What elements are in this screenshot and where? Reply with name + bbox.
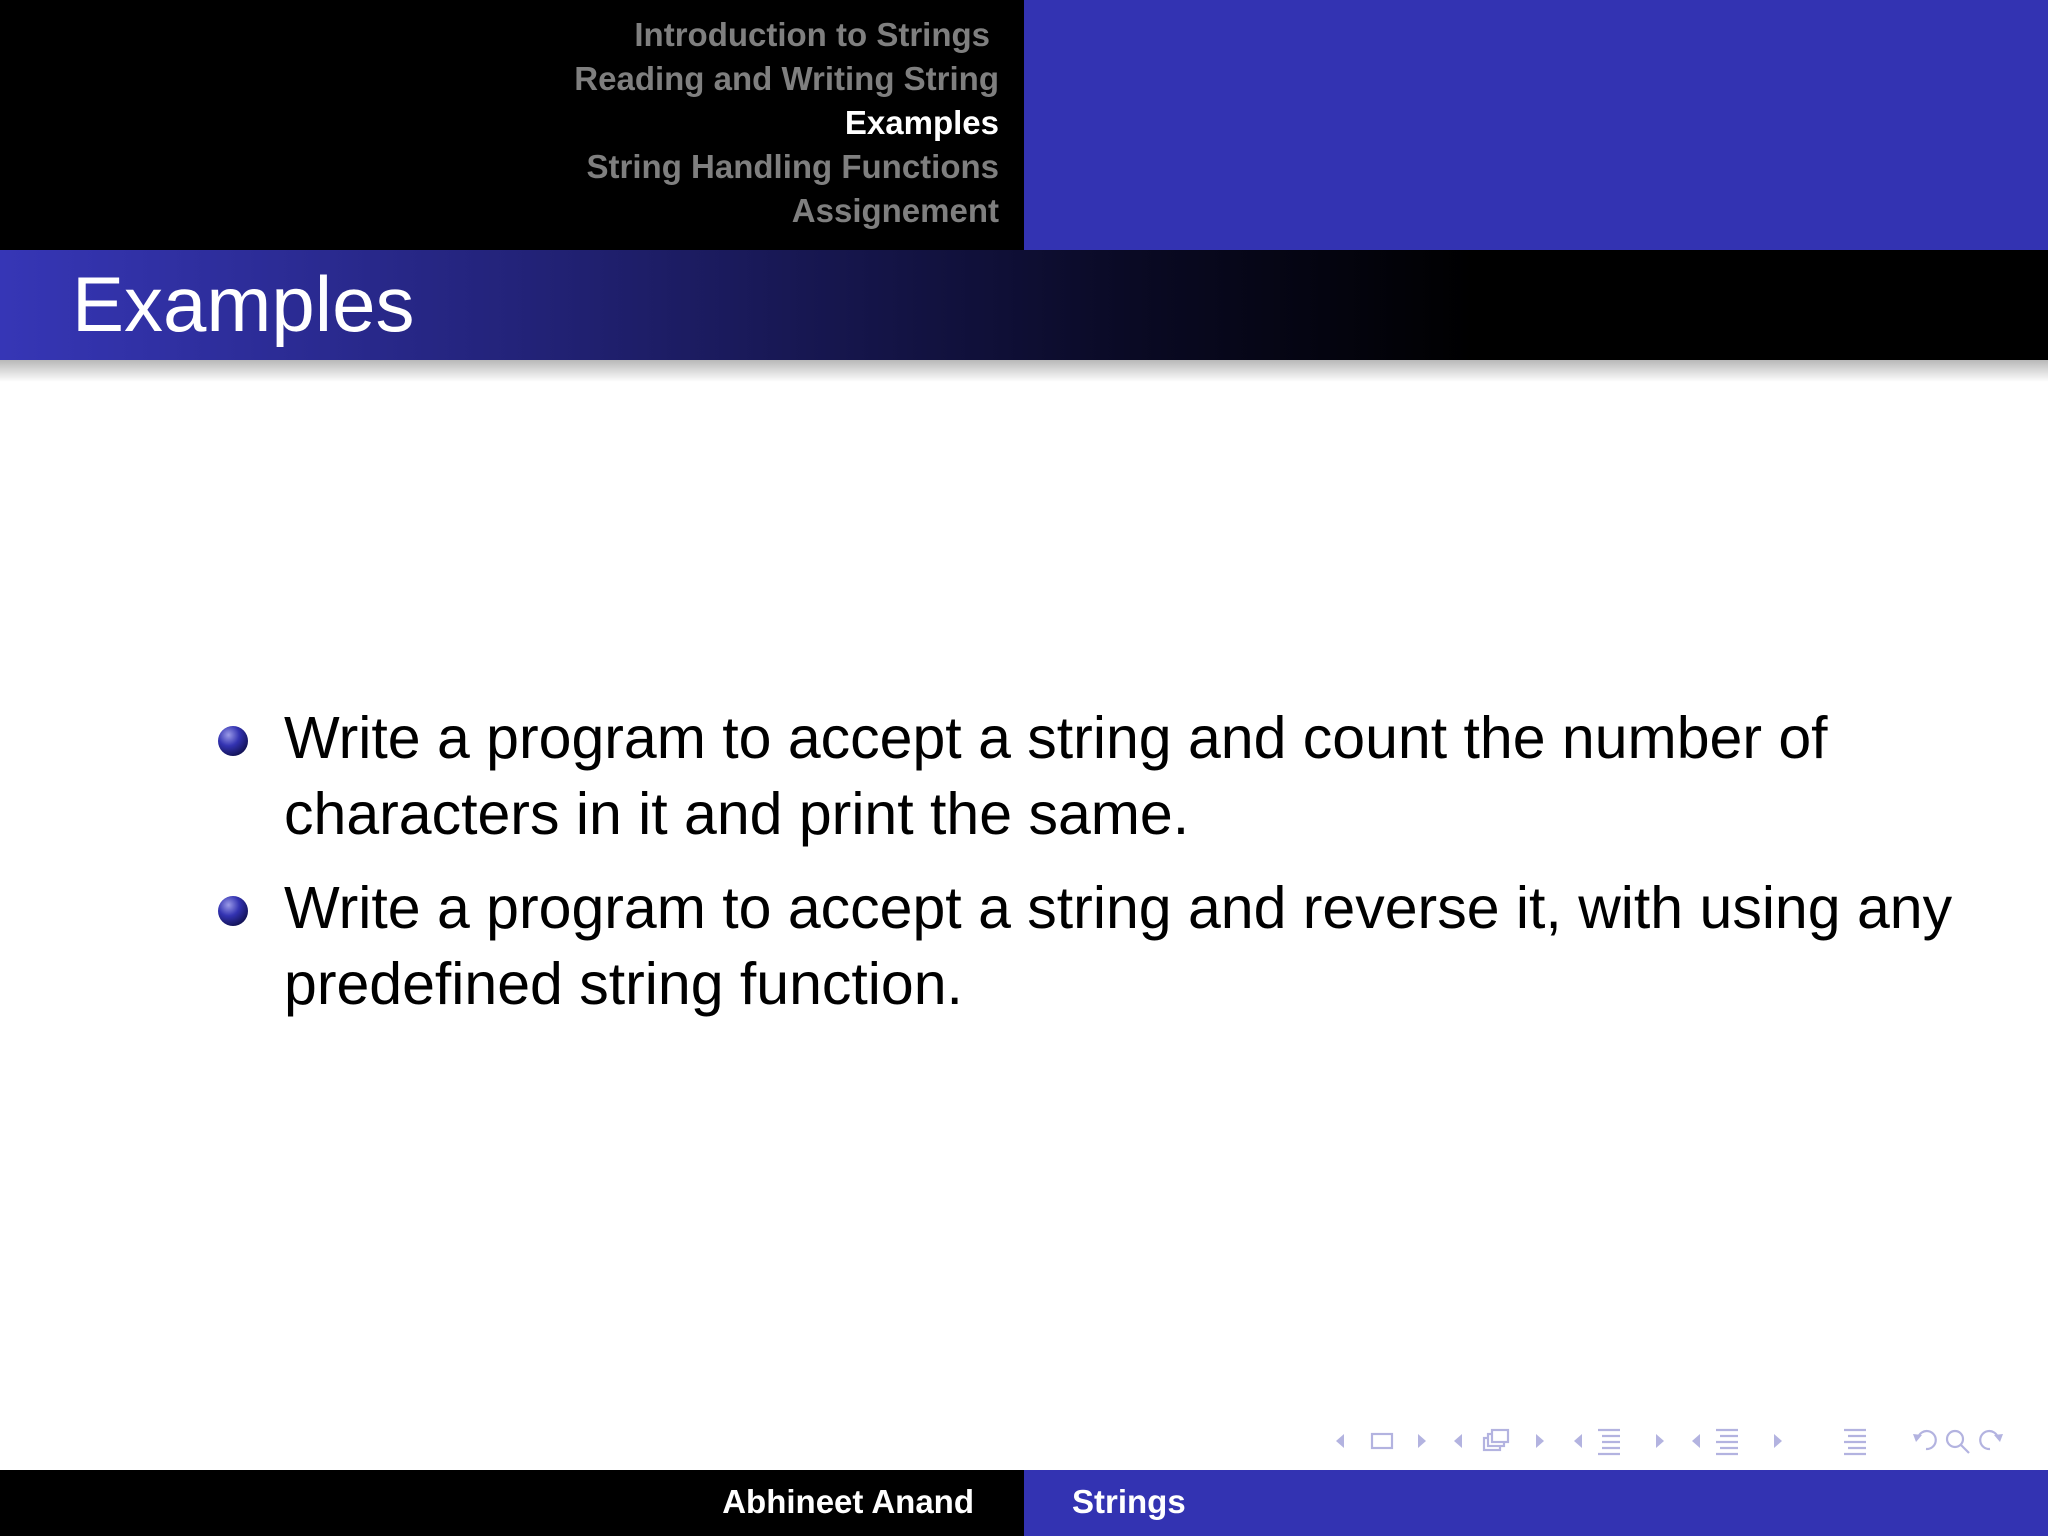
presentation-short-title: Strings xyxy=(1072,1483,1186,1520)
document-icon[interactable] xyxy=(1716,1430,1738,1454)
bullet-list xyxy=(218,700,1978,1022)
nav-section-reading-and-writing-string[interactable]: Reading and Writing String xyxy=(574,60,999,97)
list-item xyxy=(218,870,1978,1022)
redo-icon[interactable] xyxy=(1980,1431,2003,1449)
footline xyxy=(0,1470,2048,1536)
footline-title-panel xyxy=(1024,1470,2048,1536)
appendix-icon[interactable] xyxy=(1844,1430,1866,1454)
author-name: Abhineet Anand xyxy=(722,1483,974,1520)
nav-section-examples[interactable]: Examples xyxy=(844,104,999,141)
list-item-text: Write a program to accept a string and count the number of characters in it and print the same. xyxy=(284,705,1828,847)
headline-left-panel xyxy=(0,0,1024,250)
document-prev-arrow-icon[interactable] xyxy=(1692,1434,1700,1448)
ball-bullet-icon xyxy=(218,896,248,926)
section-navigation xyxy=(574,13,999,233)
frame-prev-arrow-icon[interactable] xyxy=(1336,1434,1344,1448)
subsection-next-arrow-icon[interactable] xyxy=(1536,1434,1544,1448)
subsection-icon[interactable] xyxy=(1484,1430,1508,1450)
footline-author-panel xyxy=(0,1470,1024,1536)
search-icon[interactable] xyxy=(1947,1431,1969,1453)
section-next-arrow-icon[interactable] xyxy=(1656,1434,1664,1448)
nav-section-introduction-to-strings[interactable]: Introduction to Strings xyxy=(634,16,990,53)
navigation-symbols xyxy=(1330,1422,2030,1462)
subsection-prev-arrow-icon[interactable] xyxy=(1454,1434,1462,1448)
list-item xyxy=(218,700,1978,852)
frame-title-shadow xyxy=(0,360,2048,382)
frame-icon[interactable] xyxy=(1372,1434,1392,1448)
frame-title: Examples xyxy=(72,260,415,348)
headline-right-panel xyxy=(1024,0,2048,250)
ball-bullet-icon xyxy=(218,726,248,756)
undo-icon[interactable] xyxy=(1913,1431,1936,1449)
frame-next-arrow-icon[interactable] xyxy=(1418,1434,1426,1448)
section-icon[interactable] xyxy=(1598,1430,1620,1454)
document-next-arrow-icon[interactable] xyxy=(1774,1434,1782,1448)
headline xyxy=(0,0,2048,250)
nav-section-assignement[interactable]: Assignement xyxy=(791,192,999,229)
nav-section-string-handling-functions[interactable]: String Handling Functions xyxy=(586,148,999,185)
frame-content xyxy=(218,700,1978,1040)
section-prev-arrow-icon[interactable] xyxy=(1574,1434,1582,1448)
list-item-text: Write a program to accept a string and reverse it, with using any predefined string function. xyxy=(284,875,1953,1017)
